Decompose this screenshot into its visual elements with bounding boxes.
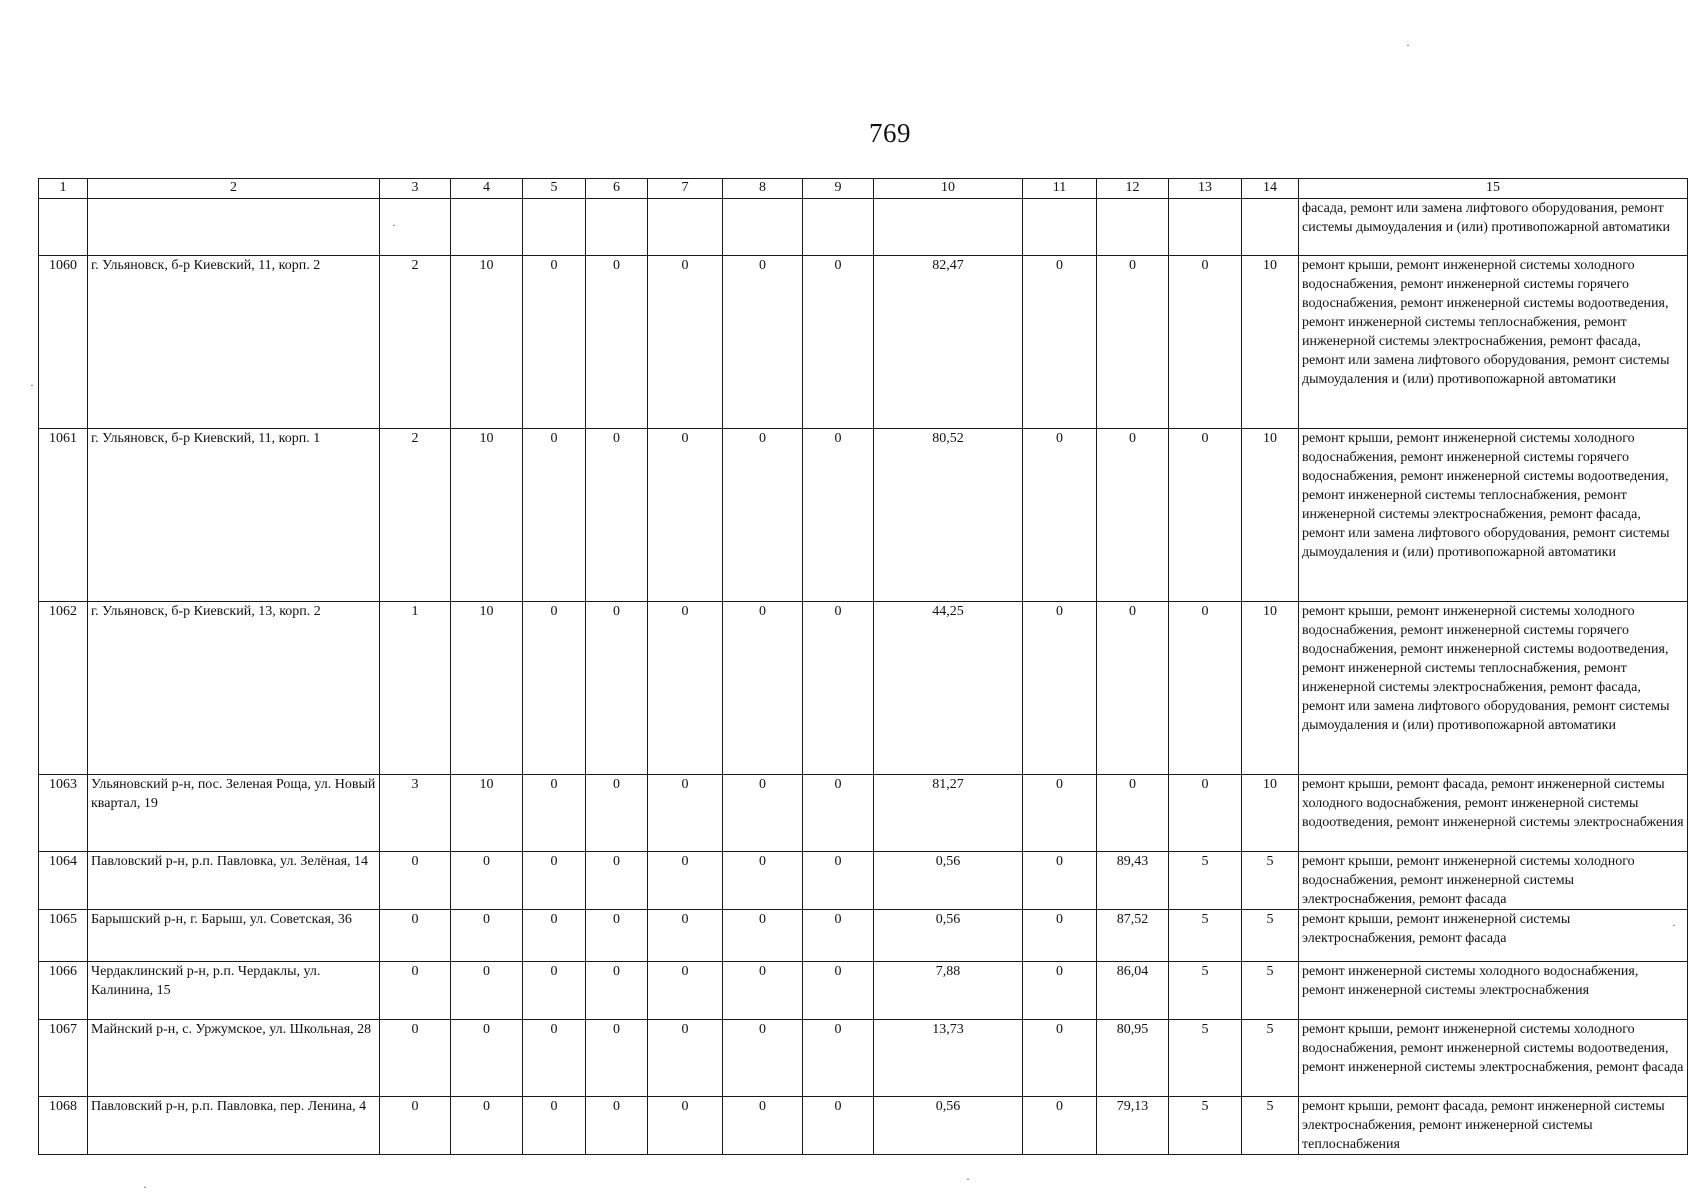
works-cell: ремонт крыши, ремонт инженерной системы холодного водоснабжения, ремонт инженерной системы горячего водоснабжения, ремонт инженерной системы водоотведения, ремонт инженерной системы теплоснабжения, ремонт инженерной системы электроснабжения, ремонт фасада, ремонт или замена лифтового оборудования, ремонт системы дымоудаления и (или) противопожарной автоматики xyxy=(1299,602,1688,775)
value-cell: 80,52 xyxy=(874,429,1023,602)
value-cell: 0 xyxy=(586,256,648,429)
column-header: 14 xyxy=(1242,179,1299,199)
value-cell: 0 xyxy=(1023,1020,1097,1097)
value-cell: 0,56 xyxy=(874,1097,1023,1155)
scan-speck: · xyxy=(143,1180,147,1194)
address-cell: Ульяновский р-н, пос. Зеленая Роща, ул. Новый квартал, 19 xyxy=(88,775,380,852)
value-cell: 0 xyxy=(803,852,874,910)
row-number-cell: 1064 xyxy=(39,852,88,910)
value-cell: 79,13 xyxy=(1097,1097,1169,1155)
column-header: 2 xyxy=(88,179,380,199)
table-row xyxy=(39,1097,1688,1155)
address-cell: Павловский р-н, р.п. Павловка, пер. Ленина, 4 xyxy=(88,1097,380,1155)
table-row xyxy=(39,852,1688,910)
value-cell: 0 xyxy=(723,910,803,962)
value-cell: 0 xyxy=(1023,962,1097,1020)
value-cell: 0 xyxy=(723,256,803,429)
value-cell: 10 xyxy=(451,775,523,852)
table-cell xyxy=(723,199,803,256)
value-cell: 0 xyxy=(1023,429,1097,602)
value-cell: 0 xyxy=(380,1020,451,1097)
value-cell: 0 xyxy=(1023,775,1097,852)
value-cell: 0 xyxy=(803,775,874,852)
value-cell: 0 xyxy=(1097,429,1169,602)
value-cell: 0 xyxy=(1169,775,1242,852)
value-cell: 0 xyxy=(523,1020,586,1097)
value-cell: 0 xyxy=(1097,775,1169,852)
table-cell xyxy=(803,199,874,256)
value-cell: 0 xyxy=(1023,1097,1097,1155)
value-cell: 44,25 xyxy=(874,602,1023,775)
address-cell: Майнский р-н, с. Уржумское, ул. Школьная, 28 xyxy=(88,1020,380,1097)
column-header: 1 xyxy=(39,179,88,199)
column-header: 4 xyxy=(451,179,523,199)
value-cell: 0 xyxy=(648,429,723,602)
works-cell: ремонт крыши, ремонт фасада, ремонт инженерной системы холодного водоснабжения, ремонт инженерной системы водоотведения, ремонт инженерной системы электроснабжения xyxy=(1299,775,1688,852)
value-cell: 0 xyxy=(380,962,451,1020)
table-cell xyxy=(1242,199,1299,256)
value-cell: 3 xyxy=(380,775,451,852)
value-cell: 0 xyxy=(380,910,451,962)
address-cell: Барышский р-н, г. Барыш, ул. Советская, 36 xyxy=(88,910,380,962)
value-cell: 82,47 xyxy=(874,256,1023,429)
table-row xyxy=(39,429,1688,602)
value-cell: 80,95 xyxy=(1097,1020,1169,1097)
value-cell: 0 xyxy=(380,1097,451,1155)
value-cell: 0 xyxy=(451,852,523,910)
works-cell: ремонт крыши, ремонт фасада, ремонт инженерной системы электроснабжения, ремонт инженерной системы теплоснабжения xyxy=(1299,1097,1688,1155)
value-cell: 10 xyxy=(1242,602,1299,775)
value-cell: 0 xyxy=(803,256,874,429)
table-cell xyxy=(648,199,723,256)
value-cell: 0 xyxy=(523,602,586,775)
value-cell: 0 xyxy=(451,910,523,962)
value-cell: 0 xyxy=(1023,852,1097,910)
page-number: 769 xyxy=(869,118,911,148)
table-cell xyxy=(523,199,586,256)
value-cell: 0 xyxy=(586,852,648,910)
table-row xyxy=(39,775,1688,852)
value-cell: 5 xyxy=(1169,1020,1242,1097)
row-number-cell: 1061 xyxy=(39,429,88,602)
value-cell: 2 xyxy=(380,256,451,429)
value-cell: 0 xyxy=(1023,602,1097,775)
value-cell: 0 xyxy=(723,962,803,1020)
row-number-cell: 1065 xyxy=(39,910,88,962)
column-number-row xyxy=(39,179,1688,199)
address-cell: г. Ульяновск, б-р Киевский, 13, корп. 2 xyxy=(88,602,380,775)
value-cell: 2 xyxy=(380,429,451,602)
works-cell: ремонт крыши, ремонт инженерной системы электроснабжения, ремонт фасада xyxy=(1299,910,1688,962)
continuation-row xyxy=(39,199,1688,256)
column-header: 12 xyxy=(1097,179,1169,199)
value-cell: 0 xyxy=(586,602,648,775)
column-header: 13 xyxy=(1169,179,1242,199)
value-cell: 0 xyxy=(523,256,586,429)
value-cell: 0 xyxy=(1023,256,1097,429)
value-cell: 0 xyxy=(586,775,648,852)
value-cell: 10 xyxy=(451,429,523,602)
value-cell: 0 xyxy=(648,1020,723,1097)
column-header: 6 xyxy=(586,179,648,199)
table-cell xyxy=(874,199,1023,256)
value-cell: 81,27 xyxy=(874,775,1023,852)
value-cell: 0 xyxy=(648,852,723,910)
works-cell: ремонт инженерной системы холодного водоснабжения, ремонт инженерной системы электроснабжения xyxy=(1299,962,1688,1020)
value-cell: 0 xyxy=(723,852,803,910)
row-number-cell: 1067 xyxy=(39,1020,88,1097)
table-cell xyxy=(586,199,648,256)
value-cell: 0 xyxy=(586,910,648,962)
value-cell: 5 xyxy=(1169,962,1242,1020)
table-cell xyxy=(451,199,523,256)
value-cell: 0 xyxy=(523,962,586,1020)
value-cell: 0,56 xyxy=(874,910,1023,962)
table-cell xyxy=(1023,199,1097,256)
value-cell: 5 xyxy=(1169,910,1242,962)
column-header: 5 xyxy=(523,179,586,199)
value-cell: 0 xyxy=(648,910,723,962)
value-cell: 0 xyxy=(723,429,803,602)
value-cell: 5 xyxy=(1242,962,1299,1020)
works-cell: фасада, ремонт или замена лифтового оборудования, ремонт системы дымоудаления и (или) противопожарной автоматики xyxy=(1299,199,1688,256)
value-cell: 86,04 xyxy=(1097,962,1169,1020)
value-cell: 10 xyxy=(451,602,523,775)
value-cell: 0 xyxy=(803,1020,874,1097)
scan-speck: · xyxy=(1672,918,1676,932)
table-row xyxy=(39,602,1688,775)
column-header: 10 xyxy=(874,179,1023,199)
address-cell: г. Ульяновск, б-р Киевский, 11, корп. 1 xyxy=(88,429,380,602)
column-header: 3 xyxy=(380,179,451,199)
value-cell: 0 xyxy=(648,256,723,429)
value-cell: 0 xyxy=(586,429,648,602)
value-cell: 0 xyxy=(723,775,803,852)
value-cell: 5 xyxy=(1242,852,1299,910)
address-cell: Чердаклинский р-н, р.п. Чердаклы, ул. Калинина, 15 xyxy=(88,962,380,1020)
table-cell xyxy=(88,199,380,256)
value-cell: 0 xyxy=(523,852,586,910)
value-cell: 0 xyxy=(803,962,874,1020)
column-header: 8 xyxy=(723,179,803,199)
value-cell: 1 xyxy=(380,602,451,775)
address-cell: г. Ульяновск, б-р Киевский, 11, корп. 2 xyxy=(88,256,380,429)
value-cell: 0 xyxy=(1169,602,1242,775)
value-cell: 0 xyxy=(586,1020,648,1097)
value-cell: 0 xyxy=(723,1020,803,1097)
column-header: 7 xyxy=(648,179,723,199)
value-cell: 0 xyxy=(1023,910,1097,962)
scan-speck: · xyxy=(966,1172,970,1186)
scan-speck: · xyxy=(30,378,34,392)
scan-speck: · xyxy=(392,218,396,232)
value-cell: 0 xyxy=(523,1097,586,1155)
value-cell: 0 xyxy=(648,962,723,1020)
address-cell: Павловский р-н, р.п. Павловка, ул. Зелёная, 14 xyxy=(88,852,380,910)
value-cell: 87,52 xyxy=(1097,910,1169,962)
value-cell: 5 xyxy=(1242,1020,1299,1097)
repair-program-table xyxy=(38,178,1688,1155)
value-cell: 0 xyxy=(523,775,586,852)
row-number-cell: 1063 xyxy=(39,775,88,852)
value-cell: 0 xyxy=(803,910,874,962)
value-cell: 7,88 xyxy=(874,962,1023,1020)
column-header: 9 xyxy=(803,179,874,199)
table-cell xyxy=(1097,199,1169,256)
column-header: 15 xyxy=(1299,179,1688,199)
value-cell: 0,56 xyxy=(874,852,1023,910)
works-cell: ремонт крыши, ремонт инженерной системы холодного водоснабжения, ремонт инженерной системы водоотведения, ремонт инженерной системы электроснабжения, ремонт фасада xyxy=(1299,1020,1688,1097)
value-cell: 0 xyxy=(803,602,874,775)
value-cell: 0 xyxy=(648,1097,723,1155)
value-cell: 10 xyxy=(1242,775,1299,852)
value-cell: 0 xyxy=(523,910,586,962)
value-cell: 5 xyxy=(1169,852,1242,910)
table-cell xyxy=(1169,199,1242,256)
value-cell: 5 xyxy=(1242,910,1299,962)
table-row xyxy=(39,962,1688,1020)
value-cell: 0 xyxy=(648,775,723,852)
value-cell: 0 xyxy=(1097,602,1169,775)
value-cell: 0 xyxy=(1169,256,1242,429)
value-cell: 10 xyxy=(1242,429,1299,602)
value-cell: 0 xyxy=(723,602,803,775)
row-number-cell: 1062 xyxy=(39,602,88,775)
works-cell: ремонт крыши, ремонт инженерной системы холодного водоснабжения, ремонт инженерной системы горячего водоснабжения, ремонт инженерной системы водоотведения, ремонт инженерной системы теплоснабжения, ремонт инженерной системы электроснабжения, ремонт фасада, ремонт или замена лифтового оборудования, ремонт системы дымоудаления и (или) противопожарной автоматики xyxy=(1299,256,1688,429)
value-cell: 0 xyxy=(803,1097,874,1155)
value-cell: 0 xyxy=(723,1097,803,1155)
value-cell: 10 xyxy=(1242,256,1299,429)
value-cell: 0 xyxy=(451,1020,523,1097)
value-cell: 0 xyxy=(451,1097,523,1155)
row-number-cell: 1066 xyxy=(39,962,88,1020)
value-cell: 0 xyxy=(1169,429,1242,602)
row-number-cell: 1060 xyxy=(39,256,88,429)
value-cell: 0 xyxy=(1097,256,1169,429)
table-row xyxy=(39,910,1688,962)
value-cell: 5 xyxy=(1169,1097,1242,1155)
value-cell: 0 xyxy=(586,962,648,1020)
value-cell: 0 xyxy=(586,1097,648,1155)
value-cell: 0 xyxy=(380,852,451,910)
value-cell: 0 xyxy=(803,429,874,602)
value-cell: 89,43 xyxy=(1097,852,1169,910)
works-cell: ремонт крыши, ремонт инженерной системы холодного водоснабжения, ремонт инженерной системы горячего водоснабжения, ремонт инженерной системы водоотведения, ремонт инженерной системы теплоснабжения, ремонт инженерной системы электроснабжения, ремонт фасада, ремонт или замена лифтового оборудования, ремонт системы дымоудаления и (или) противопожарной автоматики xyxy=(1299,429,1688,602)
row-number-cell: 1068 xyxy=(39,1097,88,1155)
table-cell xyxy=(39,199,88,256)
value-cell: 0 xyxy=(648,602,723,775)
value-cell: 5 xyxy=(1242,1097,1299,1155)
value-cell: 0 xyxy=(523,429,586,602)
value-cell: 10 xyxy=(451,256,523,429)
value-cell: 13,73 xyxy=(874,1020,1023,1097)
column-header: 11 xyxy=(1023,179,1097,199)
table-row xyxy=(39,256,1688,429)
scan-speck: · xyxy=(1406,38,1410,52)
value-cell: 0 xyxy=(451,962,523,1020)
works-cell: ремонт крыши, ремонт инженерной системы холодного водоснабжения, ремонт инженерной системы электроснабжения, ремонт фасада xyxy=(1299,852,1688,910)
table-row xyxy=(39,1020,1688,1097)
table-cell xyxy=(380,199,451,256)
